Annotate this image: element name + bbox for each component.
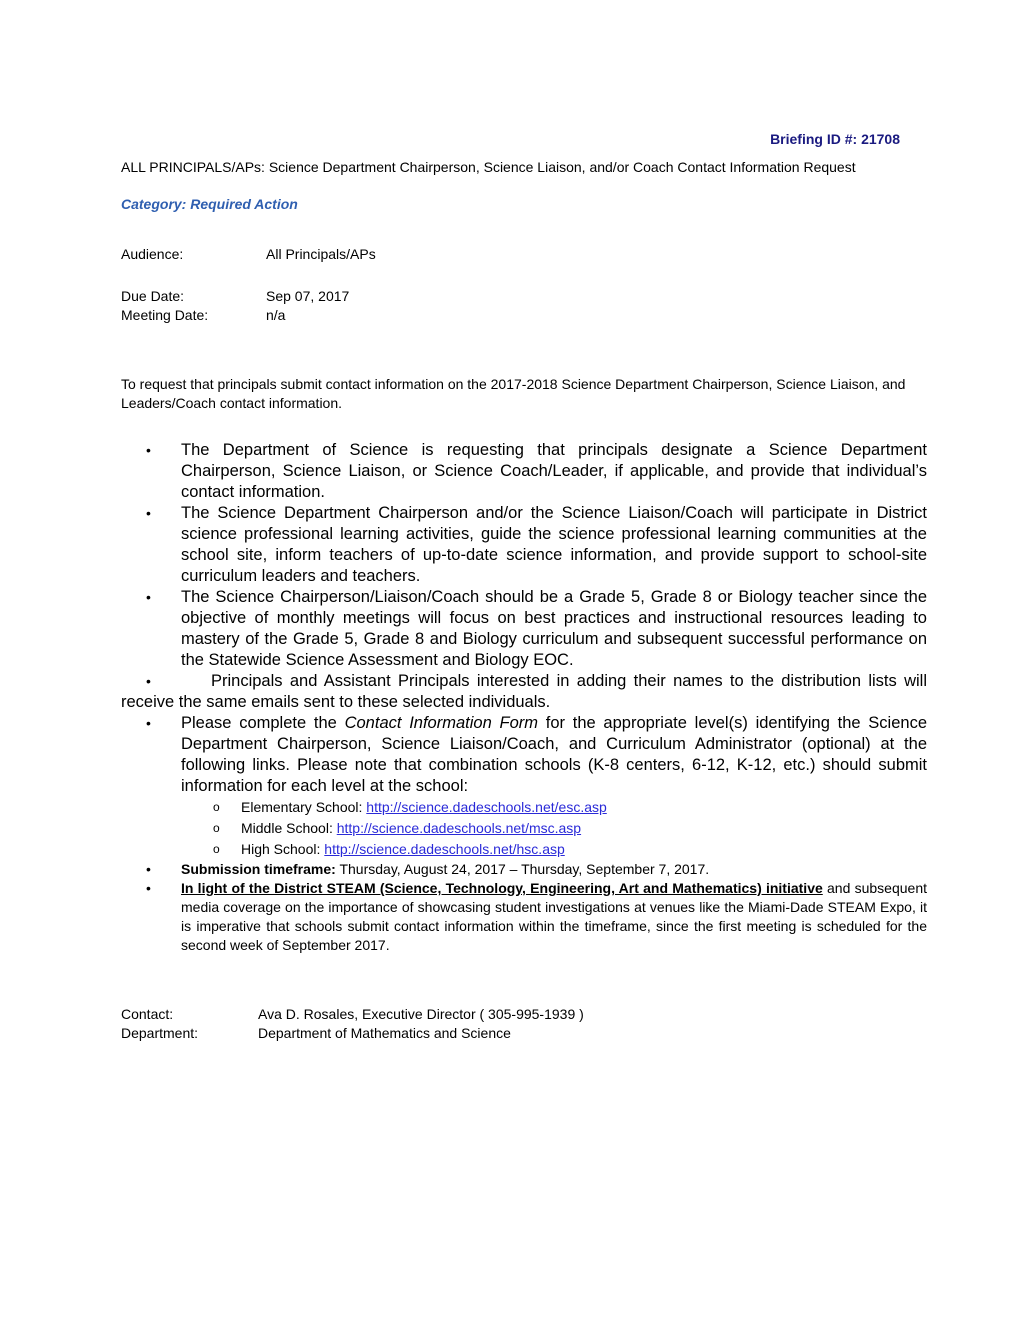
circle-bullet-icon: o (213, 821, 220, 835)
bullet-item (121, 503, 927, 587)
purpose-paragraph: To request that principals submit contact information on the 2017-2018 Science Department Chairperson, Science Liaison, and Leaders/Coach contact information. (121, 376, 906, 411)
department-label: Department: (121, 1025, 199, 1041)
bullet-item (121, 879, 927, 955)
circle-bullet-icon: o (213, 800, 220, 814)
audience-row (121, 245, 376, 264)
due-date-label: Due Date: (121, 288, 185, 304)
sub-item-high (121, 839, 927, 860)
sub-label: High School: (241, 841, 325, 857)
elementary-school-link[interactable]: http://science.dadeschools.net/esc.asp (366, 799, 607, 815)
sub-label: Elementary School: (241, 799, 367, 815)
due-date-row (121, 287, 349, 306)
contact-value: Ava D. Rosales, Executive Director ( 305-995-1939 ) (258, 1006, 584, 1022)
bullet-text: The Department of Science is requesting that principals designate a Science Department Chairperson, Science Liaison, or Science Coach/Leader, if applicable, and provide that individual’s contact information. (181, 441, 927, 501)
bullet-item (121, 860, 927, 879)
footer (121, 1005, 584, 1043)
sub-item-middle (121, 818, 927, 839)
bullet-text: The Science Department Chairperson and/or the Science Liaison/Coach will participate in District science professional learning activities, guide the science professional learning communities at the school site, inform teachers of up-to-date science information, and provide support to school-site curriculum leaders and teachers. (181, 504, 927, 585)
submission-timeframe-value: Thursday, August 24, 2017 – Thursday, September 7, 2017. (335, 861, 710, 877)
high-school-link[interactable]: http://science.dadeschools.net/hsc.asp (324, 841, 565, 857)
due-date-value: Sep 07, 2017 (266, 288, 350, 304)
audience-value: All Principals/APs (266, 246, 376, 262)
bullet-icon: • (146, 505, 151, 521)
bullet-item (121, 587, 927, 671)
meeting-date-row (121, 306, 285, 325)
sub-label: Middle School: (241, 820, 337, 836)
meeting-date-label: Meeting Date: (121, 307, 209, 323)
bullet-item (121, 440, 927, 503)
bullet-icon: • (146, 861, 151, 877)
department-row (121, 1024, 584, 1043)
middle-school-link[interactable]: http://science.dadeschools.net/msc.asp (336, 820, 582, 836)
bullet-list (121, 440, 927, 955)
bullet-text: The Science Chairperson/Liaison/Coach should be a Grade 5, Grade 8 or Biology teacher since the objective of monthly meetings will focus on best practices and instructional resources leading to mastery of the Grade 5, Grade 8 and Biology curriculum and subsequent successful performance on the Statewide Science Assessment and Biology EOC. (181, 588, 927, 669)
bullet-text-post: for the appropriate level(s) identifying the Science Department Chairperson, Science Liaison/Coach, and Curriculum Administrator (optional) at the following links. Please note that combination schools (K-8 centers, 6-12, K-12, etc.) should submit information for each level at the school: (181, 714, 928, 795)
bullet-icon: • (146, 880, 151, 896)
contact-form-name: Contact Information Form (344, 714, 538, 732)
sub-item-elementary (121, 797, 927, 818)
document-title: ALL PRINCIPALS/APs: Science Department Chairperson, Science Liaison, and/or Coach Contact Information Request (121, 159, 856, 175)
audience-label: Audience: (121, 246, 184, 262)
bullet-item (121, 671, 927, 713)
briefing-id: Briefing ID #: 21708 (770, 131, 900, 147)
bullet-icon: • (146, 673, 151, 689)
category-label: Category: Required Action (121, 196, 298, 212)
contact-label: Contact: (121, 1006, 174, 1022)
submission-timeframe-label: Submission timeframe: (181, 861, 336, 877)
circle-bullet-icon: o (213, 842, 220, 856)
bullet-item (121, 713, 927, 797)
meeting-date-value: n/a (266, 307, 286, 323)
bullet-text-pre: Please complete the (181, 714, 345, 732)
bullet-icon: • (146, 589, 151, 605)
bullet-icon: • (146, 442, 151, 458)
contact-row (121, 1005, 584, 1024)
bullet-icon: • (146, 715, 151, 731)
bullet-text: Principals and Assistant Principals interested in adding their names to the distribution lists will receive the same emails sent to these selected individuals. (121, 672, 927, 711)
bullet-text: and subsequent media coverage on the importance of showcasing student investigations at venues like the Miami-Dade STEAM Expo, it is imperative that schools submit contact information within the timeframe, since the first meeting is scheduled for the second week of September 2017. (181, 880, 927, 953)
steam-initiative-heading: In light of the District STEAM (Science, Technology, Engineering, Art and Mathematics) initiative (181, 880, 823, 896)
department-value: Department of Mathematics and Science (258, 1025, 511, 1041)
